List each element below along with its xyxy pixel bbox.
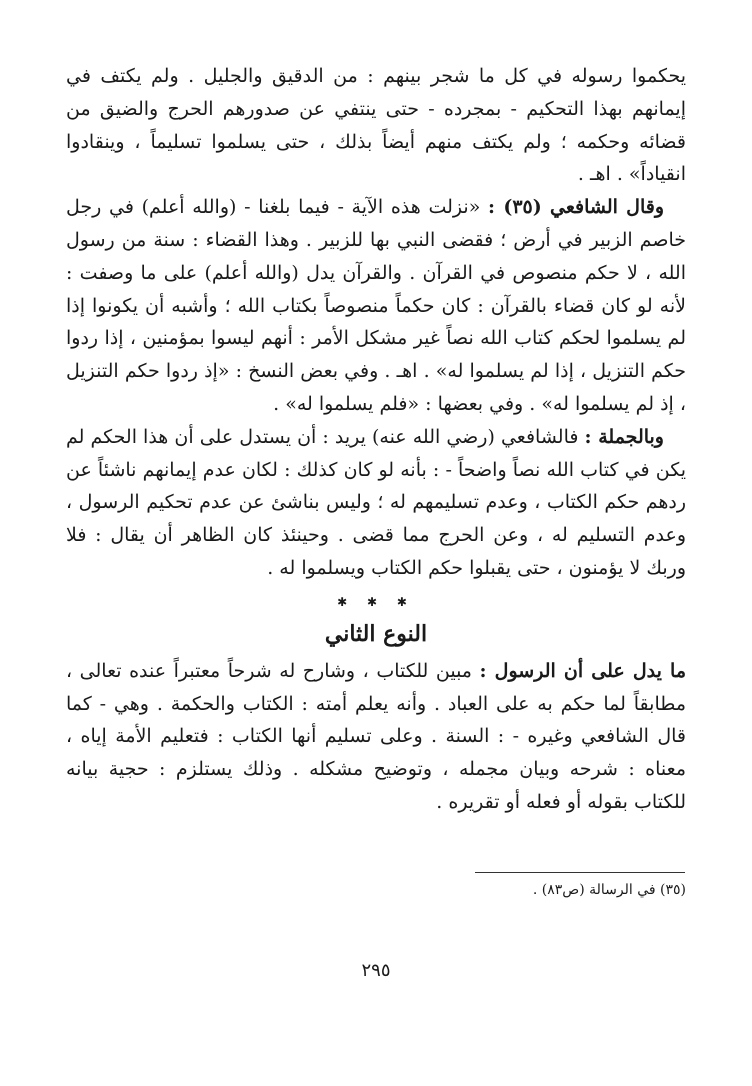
section-heading: النوع الثاني [324, 620, 428, 647]
section-paragraph-text: مبين للكتاب ، وشارح له شرحاً معتبراً عنده تعالى ، مطابقاً لما حكم به على العباد . وأنه يعلم أمته : الكتاب والحكمة . وهي - كما قال الشافعي وغيره - : السنة . وعلى تسليم أنها الكتاب : فتعليم الأمة إياه ، معناه : شرحه وبيان مجمله ، وتوضيح مشكله . وذلك يستلزم : حجية بيانه للكتاب بقوله أو فعله أو تقريره . [66, 659, 686, 813]
paragraph-2-text: «نزلت هذه الآية - فيما بلغنا - (والله أعلم) في رجل خاصم الزبير في أرض ؛ فقضى النبي بها للزبير . وهذا القضاء : سنة من رسول الله ، لا حكم منصوص في القرآن . والقرآن يدل (والله أعلم) على ما وصفت : لأنه لو كان قضاء بالقرآن : كان حكماً منصوصاً بكتاب الله ؛ وأشبه أن يكونوا إذا لم يسلموا لحكم كتاب الله نصاً غير مشكل الأمر : أنهم ليسوا بمؤمنين ، إذا ردوا حكم التنزيل ، إذا لم يسلموا له» . اهـ . وفي بعض النسخ : «إذ ردوا حكم التنزيل ، إذ لم يسلموا له» . وفي بعضها : «فلم يسلموا له» . [66, 196, 686, 415]
paragraph-1 [66, 60, 686, 191]
paragraph-1-text: يحكموا رسوله في كل ما شجر بينهم : من الدقيق والجليل . ولم يكتف في إيمانهم بهذا التحكيم - بمجرده - حتى ينتفي عن صدورهم الحرج والضيق من قضائه وحكمه ؛ ولم يكتف منهم أيضاً بذلك ، حتى يسلموا تسليماً ، وينقادوا انقياداً» . اهـ . [66, 65, 686, 186]
page-body [66, 60, 686, 819]
page-number: ٢٩٥ [361, 960, 391, 981]
section-separator: ✱ ✱ ✱ [337, 594, 415, 609]
footnote: (٣٥) في الرسالة (ص٨٣) . [532, 882, 686, 898]
section-paragraph [66, 655, 686, 819]
paragraph-3 [66, 421, 686, 585]
paragraph-3-text: فالشافعي (رضي الله عنه) يريد : أن يستدل على أن هذا الحكم لم يكن في كتاب الله نصاً واضحاً - : بأنه لو كان كذلك : لكان عدم إيمانهم ناشئاً عن ردهم حكم الكتاب ، وعدم تسليمهم له ؛ وليس بناشئ عن عدم تحكيم الرسول ، وعدم التسليم له ، وعن الحرج مما قضى . وحينئذ كان الظاهر أن يقال : فلا وربك لا يؤمنون ، حتى يقبلوا حكم الكتاب ويسلموا له . [66, 425, 686, 579]
section-paragraph-lead: ما يدل على أن الرسول : [479, 659, 687, 682]
paragraph-2-lead: وقال الشافعي (٣٥) : [488, 196, 665, 219]
paragraph-2 [66, 191, 686, 421]
paragraph-3-lead: وبالجملة : [584, 425, 664, 448]
footnote-divider [475, 872, 685, 873]
